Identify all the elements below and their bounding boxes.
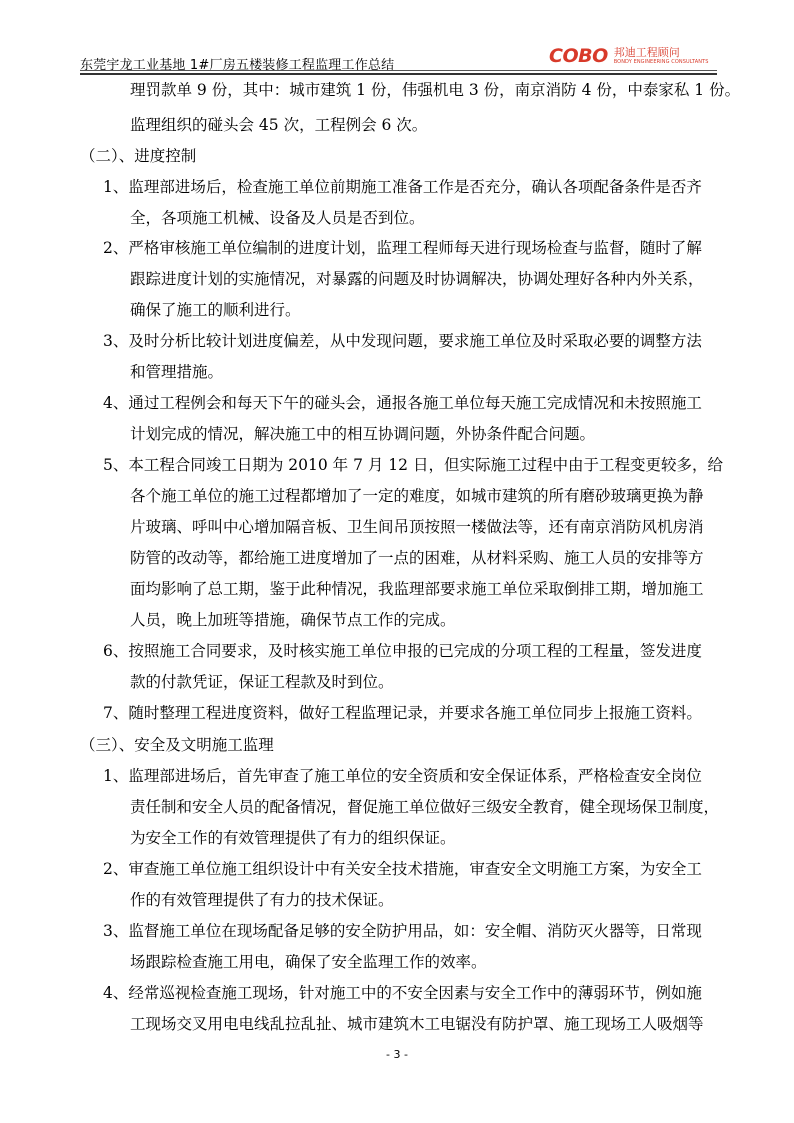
body-line: 工现场交叉用电电线乱拉乱扯、城市建筑木工电锯没有防护罩、施工现场工人吸烟等 — [130, 1015, 704, 1033]
section-heading: （二）、进度控制 — [80, 147, 197, 165]
body-line: 作的有效管理提供了有力的技术保证。 — [130, 891, 394, 909]
logo-company-name: 邦迪工程顾问 — [613, 46, 680, 59]
header-divider-thick — [80, 73, 717, 75]
body-line: 理罚款单 9 份，其中：城市建筑 1 份，伟强机电 3 份，南京消防 4 份，中泰家私 1 份。 — [130, 81, 741, 99]
body-line: 7、随时整理工程进度资料，做好工程监理记录，并要求各施工单位同步上报施工资料。 — [103, 704, 702, 722]
body-line: 3、及时分析比较计划进度偏差，从中发现问题，要求施工单位及时采取必要的调整方法 — [103, 332, 702, 350]
logo-company-name-en: BONDY ENGINEERING CONSULTANTS — [613, 59, 709, 65]
body-line: 责任制和安全人员的配备情况，督促施工单位做好三级安全教育，健全现场保卫制度， — [130, 798, 720, 816]
body-line: 2、严格审核施工单位编制的进度计划，监理工程师每天进行现场检查与监督，随时了解 — [103, 239, 702, 257]
body-line: 各个施工单位的施工过程都增加了一定的难度，如城市建筑的所有磨砂玻璃更换为静 — [130, 487, 704, 505]
body-line: 场跟踪检查施工用电，确保了安全监理工作的效率。 — [130, 953, 487, 971]
body-line: 4、经常巡视检查施工现场，针对施工中的不安全因素与安全工作中的薄弱环节，例如施 — [103, 984, 702, 1002]
body-line: 1、监理部进场后，首先审查了施工单位的安全资质和安全保证体系，严格检查安全岗位 — [103, 767, 702, 785]
page-number: - 3 - — [386, 1048, 408, 1061]
body-line: 面均影响了总工期，鉴于此种情况，我监理部要求施工单位采取倒排工期，增加施工 — [130, 580, 704, 598]
body-line: 4、通过工程例会和每天下午的碰头会，通报各施工单位每天施工完成情况和未按照施工 — [103, 394, 702, 412]
body-line: 全，各项施工机械、设备及人员是否到位。 — [130, 209, 425, 227]
body-line: 防管的改动等，都给施工进度增加了一点的困难，从材料采购、施工人员的安排等方 — [130, 549, 704, 567]
company-logo — [549, 44, 709, 68]
body-line: 款的付款凭证，保证工程款及时到位。 — [130, 673, 394, 691]
body-line: 和管理措施。 — [130, 363, 224, 381]
body-line: 3、监督施工单位在现场配备足够的安全防护用品，如：安全帽、消防灭火器等，日常现 — [103, 922, 702, 940]
body-line: 1、监理部进场后，检查施工单位前期施工准备工作是否充分，确认各项配备条件是否齐 — [103, 178, 702, 196]
body-line: 6、按照施工合同要求，及时核实施工单位申报的已完成的分项工程的工程量，签发进度 — [103, 642, 702, 660]
section-heading: （三）、安全及文明施工监理 — [80, 736, 274, 754]
header-divider — [80, 70, 717, 71]
body-line: 确保了施工的顺利进行。 — [130, 301, 301, 319]
body-line: 监理组织的碰头会 45 次，工程例会 6 次。 — [130, 116, 428, 134]
body-line: 5、本工程合同竣工日期为 2010 年 7 月 12 日，但实际施工过程中由于工程变更较多，给 — [103, 456, 723, 474]
body-line: 2、审查施工单位施工组织设计中有关安全技术措施，审查安全文明施工方案，为安全工 — [103, 860, 702, 878]
body-line: 人员，晚上加班等措施，确保节点工作的完成。 — [130, 611, 456, 629]
body-line: 跟踪进度计划的实施情况，对暴露的问题及时协调解决，协调处理好各种内外关系， — [130, 270, 704, 288]
logo-mark: COBO — [549, 45, 608, 67]
document-title: 东莞宇龙工业基地 1#厂房五楼装修工程监理工作总结 — [80, 58, 395, 73]
body-line: 片玻璃、呼叫中心增加隔音板、卫生间吊顶按照一楼做法等，还有南京消防风机房消 — [130, 518, 704, 536]
body-line: 计划完成的情况，解决施工中的相互协调问题，外协条件配合问题。 — [130, 425, 596, 443]
body-line: 为安全工作的有效管理提供了有力的组织保证。 — [130, 829, 456, 847]
